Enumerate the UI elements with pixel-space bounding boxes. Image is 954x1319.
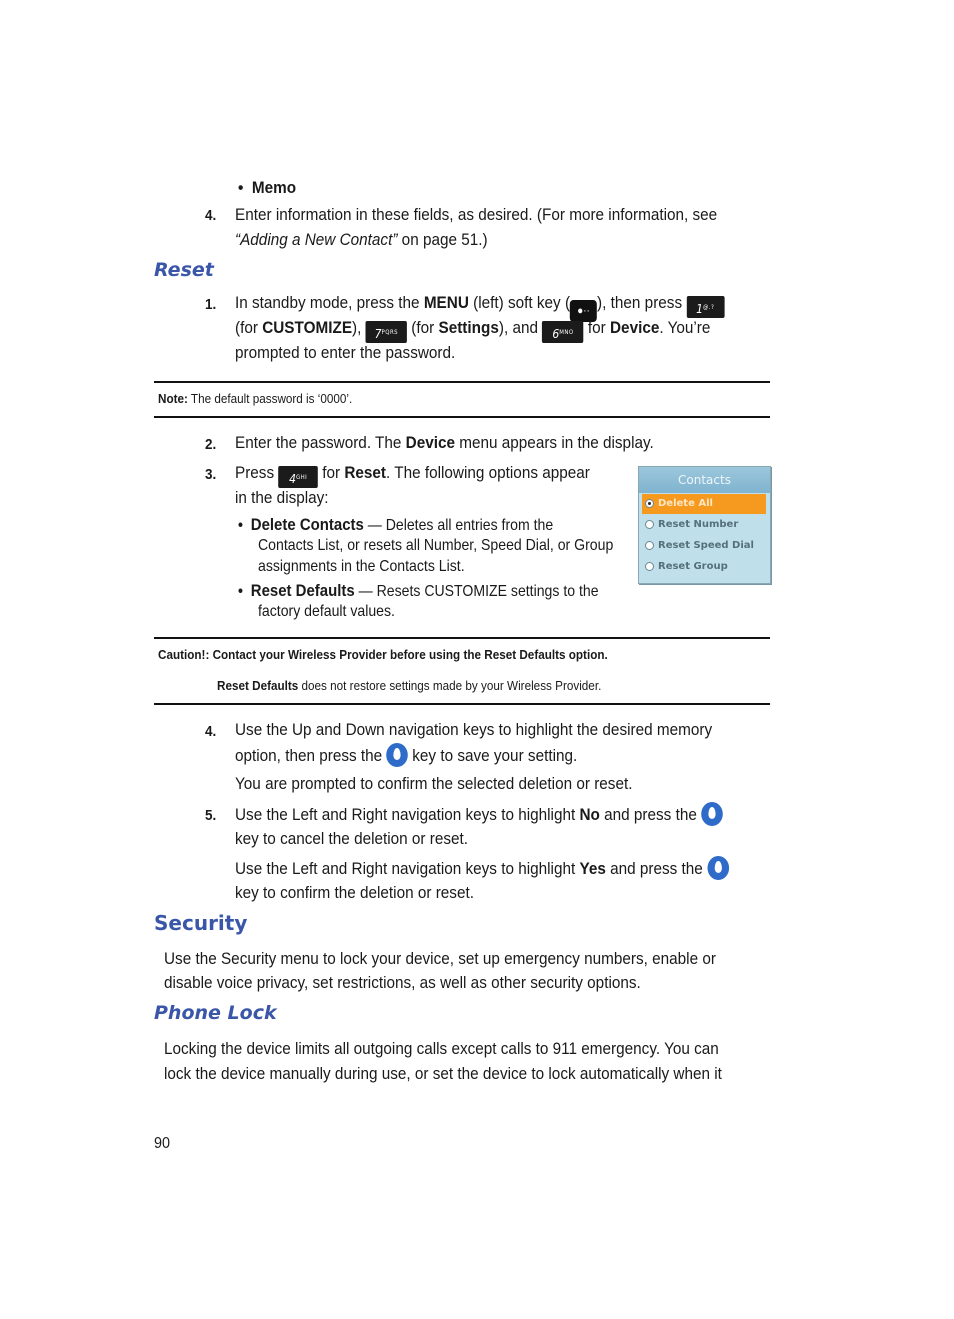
bullet-text: Contacts List, or resets all Number, Speed Dial, or Group (258, 537, 614, 554)
text: and press the (605, 859, 703, 878)
radio-selected-icon (645, 499, 654, 508)
text: In standby mode, press the (235, 293, 424, 312)
caution-label: Reset Defaults (217, 678, 299, 693)
option-label: Reset Speed Dial (658, 540, 754, 551)
note-label: Note: (158, 391, 188, 406)
note (158, 391, 352, 407)
bullet-text: — Resets CUSTOMIZE settings to the (354, 583, 599, 600)
device-label: Device (610, 318, 660, 337)
key-number: 7 (374, 327, 382, 341)
menu-label: MENU (423, 293, 469, 312)
section-heading-reset: Reset (154, 259, 214, 281)
step-text (235, 856, 729, 882)
step-number: 1. (205, 296, 217, 313)
section-heading-security: Security (154, 911, 248, 935)
bullet-text: factory default values. (258, 603, 395, 620)
ok-key-icon (701, 802, 723, 826)
step-text: in the display: (235, 488, 329, 507)
step-number: 5. (205, 807, 217, 824)
text: ), then press (597, 293, 687, 312)
ok-key-icon (386, 743, 408, 767)
bullet-reset-defaults: • Reset Defaults — Resets CUSTOMIZE settings to the (238, 581, 599, 600)
key-letters: @.? (703, 304, 715, 311)
screen-option (642, 557, 766, 577)
screen-title: Contacts (639, 467, 770, 493)
caution: Caution!: Contact your Wireless Provider before using the Reset Defaults option. (158, 647, 608, 662)
divider (154, 703, 770, 705)
bullet-text: assignments in the Contacts List. (258, 558, 465, 575)
text: (left) soft key ( (468, 293, 571, 312)
text: ), and (498, 318, 543, 337)
text: for (583, 318, 611, 337)
text: Press (235, 463, 279, 482)
step-text (235, 461, 590, 488)
caution-detail (217, 678, 601, 694)
section-heading-phone-lock: Phone Lock (154, 1002, 277, 1024)
step-text: prompted to enter the password. (235, 343, 456, 362)
screen-option (642, 515, 766, 535)
text: . You’re (659, 318, 711, 337)
caution-text: does not restore settings made by your Wireless Provider. (298, 678, 602, 693)
settings-label: Settings (438, 318, 499, 337)
bullet-memo: • Memo (238, 178, 297, 197)
text: option, then press the (235, 746, 387, 765)
step-text: You are prompted to confirm the selected deletion or reset. (235, 774, 633, 793)
step-text (235, 802, 723, 828)
no-label: No (579, 805, 600, 824)
step-text (235, 316, 710, 343)
text: and press the (599, 805, 697, 824)
step-text: key to confirm the deletion or reset. (235, 883, 474, 902)
text: menu appears in the display. (455, 433, 654, 452)
paragraph: Use the Security menu to lock your device, set up emergency numbers, enable or (164, 949, 716, 968)
key-7-icon (366, 321, 407, 343)
paragraph: lock the device manually during use, or set the device to lock automatically when it (164, 1064, 722, 1083)
key-6-icon (542, 321, 583, 343)
text: Enter the password. The (235, 433, 406, 452)
bullet-label: Delete Contacts (250, 515, 364, 534)
option-label: Reset Group (658, 561, 728, 572)
ok-key-icon (707, 856, 729, 880)
step-text: Use the Up and Down navigation keys to highlight the desired memory (235, 720, 713, 739)
step-text: key to cancel the deletion or reset. (235, 829, 469, 848)
key-4-icon (278, 466, 318, 488)
step-text (235, 228, 488, 253)
device-label: Device (405, 433, 456, 452)
key-1-icon (686, 296, 724, 318)
step-number: 4. (205, 207, 217, 224)
bullet-delete-contacts: • Delete Contacts — Deletes all entries from the (238, 515, 554, 534)
radio-icon (645, 520, 654, 529)
key-number: 6 (552, 327, 560, 341)
option-label: Reset Number (658, 519, 739, 530)
text: (for (407, 318, 439, 337)
divider (154, 416, 770, 418)
step-text (235, 431, 654, 456)
text: (for (235, 318, 263, 337)
key-letters: PQRS (381, 329, 399, 336)
key-letters: GHI (296, 474, 308, 481)
text: . The following options appear (386, 463, 590, 482)
text: ), (352, 318, 366, 337)
key-number: 1 (696, 302, 704, 316)
bullet-label: Reset Defaults (250, 581, 355, 600)
step-number: 3. (205, 466, 217, 483)
paragraph: disable voice privacy, set restrictions, as well as other security options. (164, 973, 641, 992)
key-number: 4 (289, 472, 297, 486)
memo-label: Memo (251, 178, 297, 197)
divider (154, 637, 770, 639)
text: Use the Left and Right navigation keys to highlight (235, 805, 580, 824)
paragraph: Locking the device limits all outgoing calls except calls to 911 emergency. You can (164, 1039, 719, 1058)
note-text: The default password is ‘0000’. (187, 391, 353, 406)
option-label: Delete All (658, 498, 713, 509)
text: Use the Left and Right navigation keys to highlight (235, 859, 580, 878)
key-letters: MNO (559, 329, 574, 336)
divider (154, 381, 770, 383)
text: key to save your setting. (408, 746, 578, 765)
step-text: Enter information in these fields, as desired. (For more information, see (235, 205, 718, 224)
screen-option (642, 494, 766, 514)
bullet-text: — Deletes all entries from the (363, 517, 554, 534)
yes-label: Yes (579, 859, 606, 878)
customize-label: CUSTOMIZE (262, 318, 353, 337)
page-number: 90 (154, 1135, 171, 1152)
text: for (317, 463, 345, 482)
step-text (235, 743, 577, 769)
reset-label: Reset (344, 463, 387, 482)
radio-icon (645, 562, 654, 571)
radio-icon (645, 541, 654, 550)
cross-reference: “Adding a New Contact” (235, 230, 398, 249)
step-number: 2. (205, 436, 217, 453)
phone-screen-contacts (638, 466, 771, 584)
step-number: 4. (205, 723, 217, 740)
screen-option (642, 536, 766, 556)
left-soft-key-icon: ●·· (570, 300, 597, 322)
step-text-rest: on page 51.) (397, 230, 488, 249)
